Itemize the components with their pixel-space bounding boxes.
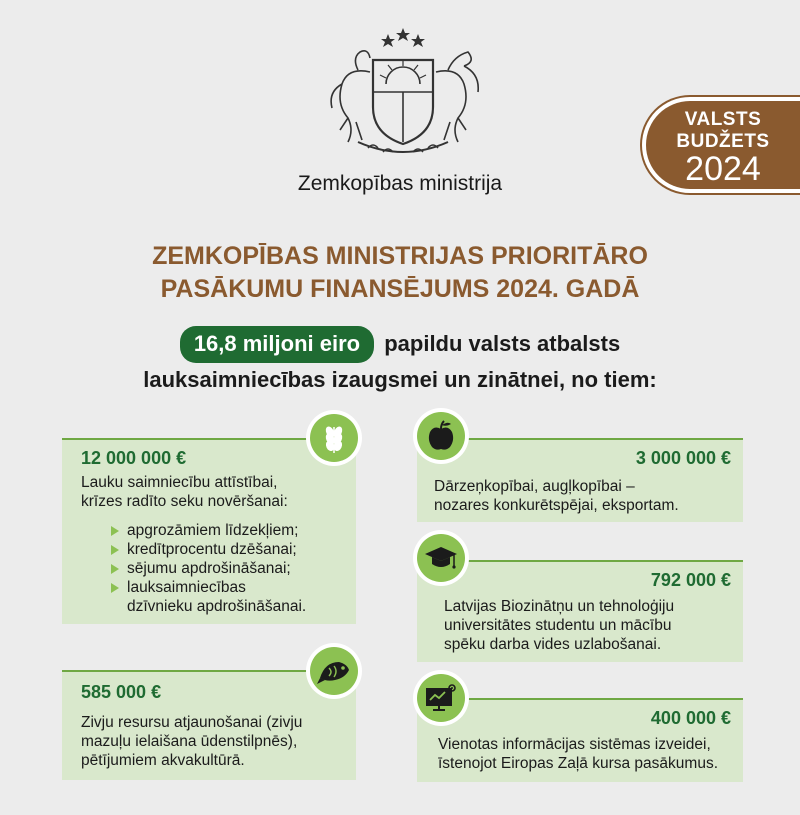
subtitle <box>0 326 800 396</box>
bullet-list <box>111 521 356 616</box>
page-title <box>0 240 800 306</box>
card-amount: 12 000 000 € <box>81 448 187 468</box>
monitor-gear-icon <box>413 670 469 726</box>
list-item: sējumu apdrošināšanai; <box>111 559 356 578</box>
list-item-continuation <box>111 597 356 616</box>
list-item-continuation-text: dzīvnieku apdrošināšanai. <box>127 598 307 615</box>
subtitle-line2: lauksaimniecības izaugsmei un zinātnei, no tiem: <box>143 367 657 392</box>
card-amount: 585 000 € <box>81 682 162 702</box>
card-desc-line: universitātes studentu un mācību <box>444 617 672 634</box>
badge-line2: BUDŽETS <box>676 131 770 152</box>
card-desc-line: nozares konkurētspējai, eksportam. <box>434 497 679 514</box>
card-desc-line: mazuļu ielaišana ūdenstilpnēs), <box>81 733 298 750</box>
wheat-icon <box>306 410 362 466</box>
budget-badge <box>642 97 800 193</box>
card-amount: 400 000 € <box>650 708 731 728</box>
card-desc-line: Vienotas informācijas sistēmas izveidei, <box>438 736 711 753</box>
card-agriculture <box>62 438 356 624</box>
card-desc-line: Zivju resursu atjaunošanai (zivju <box>81 714 303 731</box>
title-line2: PASĀKUMU FINANSĒJUMS 2024. GADĀ <box>160 275 640 303</box>
graduation-cap-icon <box>413 530 469 586</box>
highlight-amount-pill: 16,8 miljoni eiro <box>180 326 374 363</box>
card-desc-line: Latvijas Biozinātņu un tehnoloģiju <box>444 598 675 615</box>
coat-of-arms-emblem <box>318 22 488 162</box>
card-desc-line: krīzes radīto seku novēršanai: <box>81 493 288 510</box>
list-item: kredītprocentu dzēšanai; <box>111 540 356 559</box>
card-fruit <box>417 438 743 522</box>
card-desc-line: Lauku saimniecību attīstībai, <box>81 474 278 491</box>
list-item: lauksaimniecības <box>111 578 356 597</box>
title-line1: ZEMKOPĪBAS MINISTRIJAS PRIORITĀRO <box>152 242 648 270</box>
subtitle-line1: papildu valsts atbalsts <box>384 331 621 356</box>
card-desc-line: spēku darba vides uzlabošanai. <box>444 636 662 653</box>
card-desc-line: Dārzeņkopībai, augļkopībai – <box>434 478 635 495</box>
badge-year: 2024 <box>685 150 761 188</box>
ministry-name-text: Zemkopības ministrija <box>297 172 503 195</box>
card-amount: 792 000 € <box>650 570 731 590</box>
fish-icon <box>306 643 362 699</box>
card-desc-line: pētījumiem akvakultūrā. <box>81 752 245 769</box>
badge-line1: VALSTS <box>684 109 762 130</box>
card-education <box>417 560 743 662</box>
list-item: apgrozāmiem līdzekļiem; <box>111 521 356 540</box>
apple-icon <box>413 408 469 464</box>
card-desc-line: īstenojot Eiropas Zaļā kursa pasākumus. <box>438 755 718 772</box>
card-amount: 3 000 000 € <box>635 448 731 468</box>
